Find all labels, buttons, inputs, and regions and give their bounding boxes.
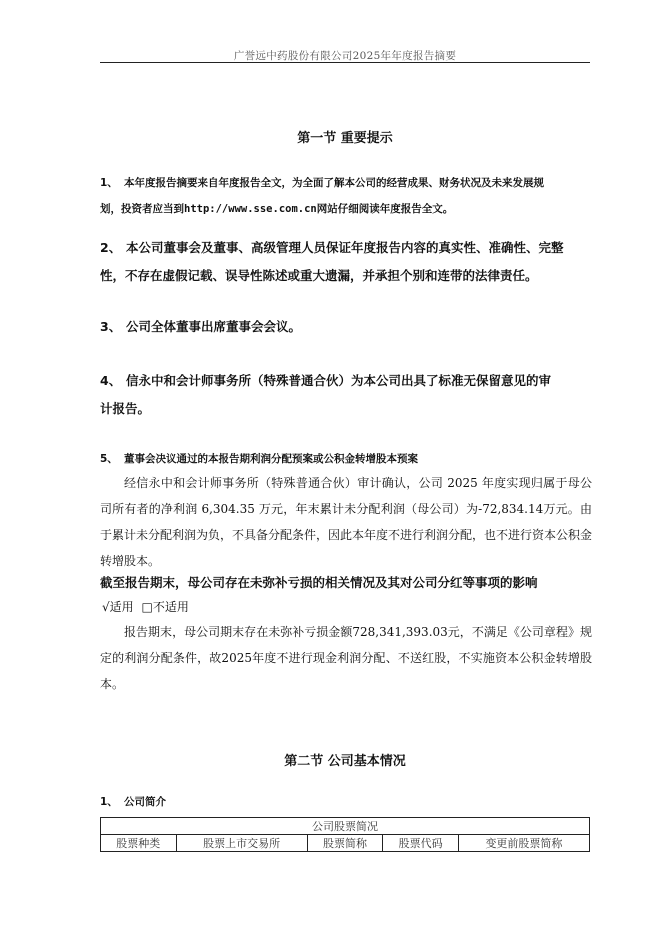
stock-table-caption: 公司股票简况 <box>101 818 590 835</box>
company-profile-number: 1、 <box>100 796 118 808</box>
item-4-line2: 计报告。 <box>100 401 151 416</box>
item-3-line1: 公司全体董事出席董事会会议。 <box>126 319 302 334</box>
not-applicable-option[interactable]: □不适用 <box>141 600 189 614</box>
page-header-title: 广誉远中药股份有限公司2025年年度报告摘要 <box>233 50 457 62</box>
uncovered-loss-heading: 截至报告期末，母公司存在未弥补亏损的相关情况及其对公司分红等事项的影响 <box>100 575 538 590</box>
sse-link[interactable]: http://www.sse.com.cn <box>184 203 317 215</box>
item-1-line2a: 划，投资者应当到 <box>100 203 184 215</box>
applicability-options <box>102 598 193 615</box>
col-stock-type: 股票种类 <box>101 835 177 852</box>
item-2-line1: 本公司董事会及董事、高级管理人员保证年度报告内容的真实性、准确性、完整 <box>126 240 564 255</box>
col-stock-abbr: 股票简称 <box>307 835 383 852</box>
item-3 <box>100 313 595 341</box>
item-2-number: 2、 <box>100 240 122 255</box>
section1-title: 第一节 重要提示 <box>297 131 393 146</box>
company-profile-heading <box>100 794 166 809</box>
company-profile-title: 公司简介 <box>124 796 166 808</box>
section2-title: 第二节 公司基本情况 <box>284 754 406 769</box>
item-5-line1: 董事会决议通过的本报告期利润分配预案或公积金转增股本预案 <box>124 453 418 465</box>
col-stock-code: 股票代码 <box>383 835 459 852</box>
item-4 <box>100 367 595 423</box>
item-1-number: 1、 <box>100 177 118 189</box>
header-divider <box>100 62 590 63</box>
item-1 <box>100 170 595 222</box>
profit-distribution-paragraph: 经信永中和会计师事务所（特殊普通合伙）审计确认，公司 2025 年度实现归属于母公司所有者的净利润 6,304.35 万元，年末累计未分配利润（母公司）为-72,834.14万元。由于累计未分配利润为负，不具备分配条件，因此本年度不进行利润分配，也不进行资本公积金转增股本。 <box>100 476 593 568</box>
table-header-row <box>101 835 590 852</box>
item-5-number: 5、 <box>100 453 118 465</box>
item-4-number: 4、 <box>100 373 122 388</box>
item-2-line2: 性，不存在虚假记载、误导性陈述或重大遗漏，并承担个别和连带的法律责任。 <box>100 268 538 283</box>
item-4-line1: 信永中和会计师事务所（特殊普通合伙）为本公司出具了标准无保留意见的审 <box>126 373 552 388</box>
item-1-line1: 本年度报告摘要来自年度报告全文，为全面了解本公司的经营成果、财务状况及未来发展规 <box>124 177 544 189</box>
item-3-number: 3、 <box>100 319 122 334</box>
applicable-option[interactable]: √适用 <box>102 600 134 614</box>
item-5 <box>100 446 595 472</box>
stock-overview-table <box>100 817 590 852</box>
uncovered-loss-paragraph: 报告期末，母公司期末存在未弥补亏损金额728,341,393.03元，不满足《公司章程》规定的利润分配条件，故2025年度不进行现金利润分配、不送红股，不实施资本公积金转增股本。 <box>100 625 592 691</box>
col-former-abbr: 变更前股票简称 <box>458 835 589 852</box>
col-exchange: 股票上市交易所 <box>176 835 307 852</box>
item-2 <box>100 234 595 290</box>
item-1-line2b: 网站仔细阅读年度报告全文。 <box>316 203 454 215</box>
